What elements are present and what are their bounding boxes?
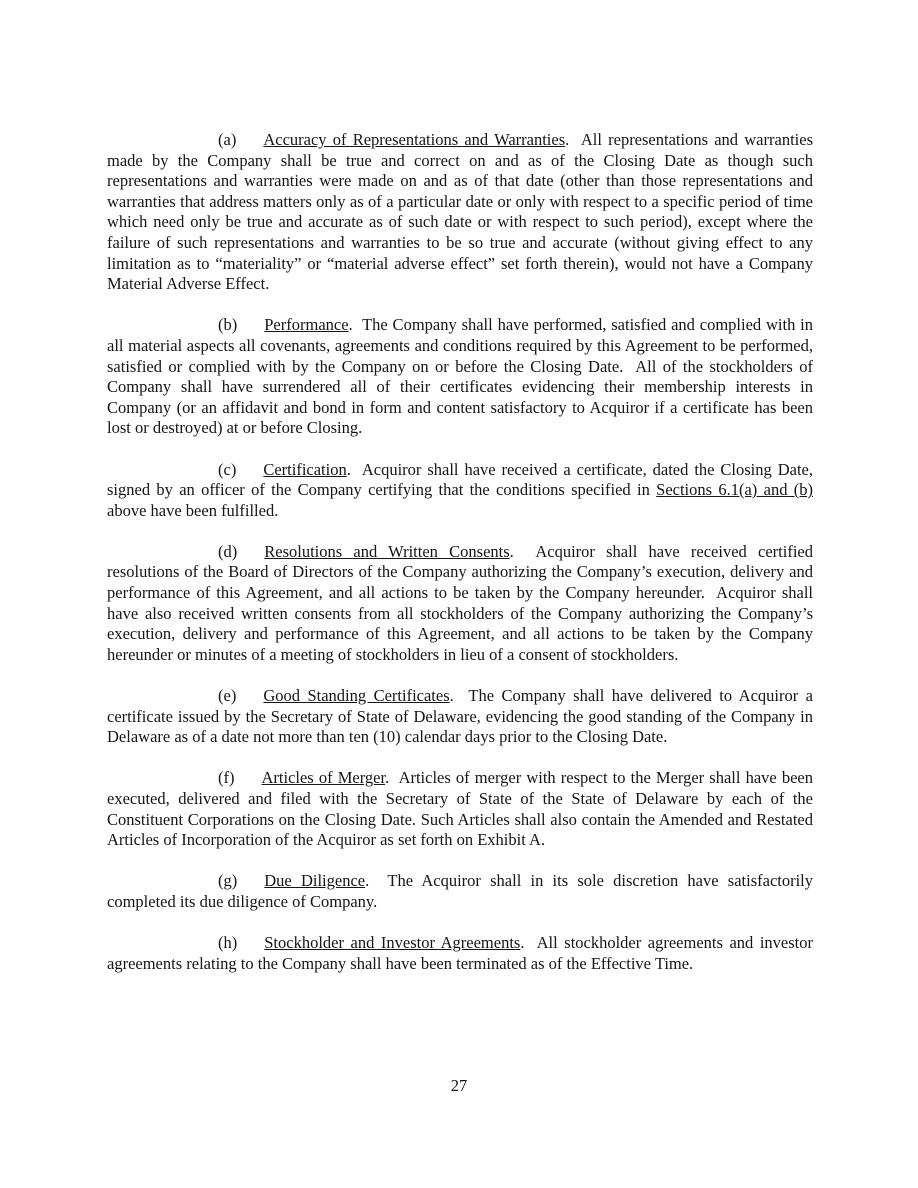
heading-separator: . xyxy=(385,768,399,788)
paragraph-h xyxy=(107,933,813,974)
paragraph-h-label: (h) xyxy=(218,933,238,953)
paragraph-h-body: All stockholder agreements and investor agreements relating to the Company shall have been terminated as of the Effective Time. xyxy=(107,933,813,973)
heading-separator: . xyxy=(365,871,388,891)
paragraph-b-label: (b) xyxy=(218,315,238,335)
paragraph-c-body-post: above have been fulfilled. xyxy=(107,500,279,520)
document-body xyxy=(107,130,813,974)
heading-separator: . xyxy=(449,686,469,706)
paragraph-f xyxy=(107,768,813,850)
paragraph-c-heading: Certification xyxy=(263,459,347,479)
paragraph-d xyxy=(107,542,813,666)
paragraph-a-heading: Accuracy of Representations and Warranties xyxy=(263,130,566,149)
page-number: 27 xyxy=(450,1076,468,1095)
heading-separator: . xyxy=(520,933,537,953)
paragraph-f-heading: Articles of Merger xyxy=(261,768,386,788)
paragraph-h-heading: Stockholder and Investor Agreements xyxy=(264,933,521,953)
paragraph-g-label: (g) xyxy=(218,871,238,891)
paragraph-d-body: Acquiror shall have received certified resolutions of the Board of Directors of the Company authorizing the Company’s execution, delivery and performance of this Agreement, and all actions to be taken by the Company hereunder. Acquiror shall have also received written consents from all stockholders of the Company authorizing the Company’s execution, delivery and performance of this Agreement, and all actions to be taken by the Company hereunder or minutes of a meeting of stockholders in lieu of a consent of stockholders. xyxy=(107,541,813,664)
paragraph-c xyxy=(107,460,813,522)
paragraph-e-heading: Good Standing Certificates xyxy=(263,686,450,706)
paragraph-e xyxy=(107,686,813,748)
paragraph-b-heading: Performance xyxy=(264,315,349,335)
paragraph-a xyxy=(107,130,813,295)
paragraph-g-heading: Due Diligence xyxy=(264,871,366,891)
paragraph-c-label: (c) xyxy=(218,459,237,479)
paragraph-a-body: All representations and warranties made by the Company shall be true and correct on and as of the Closing Date as though such representations and warranties were made on and as of that date (other than those representations and warranties that address matters only as of a particular date or only with respect to a specific period of time which need only be true and accurate as of such date or with respect to such period), except where the failure of such representations and warranties to be so true and accurate (without giving effect to any limitation as to “materiality” or “material adverse effect” set forth therein), would not have a Company Material Adverse Effect. xyxy=(107,130,813,294)
heading-separator: . xyxy=(509,541,536,561)
paragraph-e-body: The Company shall have delivered to Acquiror a certificate issued by the Secretary of State of Delaware, evidencing the good standing of the Company in Delaware as of a date not more than ten (10) calendar days prior to the Closing Date. xyxy=(107,686,814,747)
paragraph-g xyxy=(107,871,813,912)
heading-separator: . xyxy=(565,130,581,149)
section-reference: Sections 6.1(a) and (b) xyxy=(656,480,813,500)
paragraph-b xyxy=(107,315,813,439)
paragraph-g-body: The Acquiror shall in its sole discretion have satisfactorily completed its due diligence of Company. xyxy=(107,871,814,911)
paragraph-c-body-pre: Acquiror shall have received a certificate, dated the Closing Date, signed by an officer of the Company certifying that the conditions specified in xyxy=(107,459,813,500)
heading-separator: . xyxy=(348,315,363,335)
paragraph-e-label: (e) xyxy=(218,686,237,706)
paragraph-f-label: (f) xyxy=(218,768,235,788)
paragraph-d-heading: Resolutions and Written Consents xyxy=(264,541,510,561)
paragraph-d-label: (d) xyxy=(218,541,238,561)
paragraph-f-body: Articles of merger with respect to the Merger shall have been executed, delivered and filed with the Secretary of State of the State of Delaware by each of the Constituent Corporations on the Closing Date. Such Articles shall also contain the Amended and Restated Articles of Incorporation of the Acquiror as set forth on Exhibit A. xyxy=(107,768,814,850)
paragraph-b-body: The Company shall have performed, satisfied and complied with in all material aspects all covenants, agreements and conditions required by this Agreement to be performed, satisfied or complied with by the Company on or before the Closing Date. All of the stockholders of Company shall have surrendered all of their certificates evidencing their membership interests in Company (or an affidavit and bond in form and content satisfactory to Acquiror if a certificate has been lost or destroyed) at or before Closing. xyxy=(107,315,813,438)
paragraph-a-label: (a) xyxy=(218,130,237,149)
heading-separator: . xyxy=(346,459,362,479)
